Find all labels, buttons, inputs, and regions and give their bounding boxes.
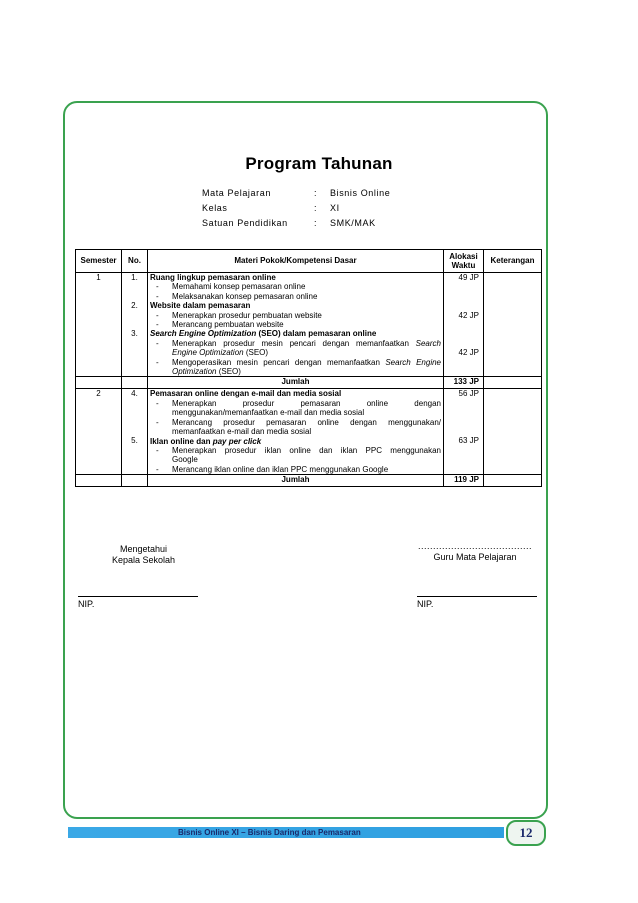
hours-value: 42 JP	[458, 310, 479, 320]
topic-title: Website dalam pemasaran	[150, 301, 251, 311]
semester-cell: 1	[76, 273, 122, 377]
header-keterangan: Keterangan	[484, 250, 542, 273]
hours-value: 56 JP	[458, 389, 479, 399]
sub-item	[150, 418, 441, 437]
empty-cell	[76, 475, 122, 487]
info-separator: :	[314, 203, 317, 213]
signature-right-line2: Guru Mata Pelajaran	[433, 552, 517, 562]
sub-text-part: menggunakan/memanfaatkan e-mail dan media sosial	[172, 408, 365, 418]
sub-text: Memahami konsep pemasaran online	[172, 282, 306, 292]
header-semester: Semester	[76, 250, 122, 273]
table-row-semester-2	[76, 389, 542, 475]
materi-cell	[148, 273, 444, 377]
dash: -	[156, 417, 159, 427]
nip-right	[417, 596, 537, 609]
info-separator: :	[314, 218, 317, 228]
info-row-school	[202, 216, 390, 231]
dash: -	[156, 464, 159, 474]
topic-title: Pemasaran online dengan e-mail dan media sosial	[150, 389, 342, 399]
topic-title-rest: (SEO) dalam pemasaran online	[256, 329, 377, 339]
alokasi-cell	[444, 273, 484, 377]
sub-text: Menerapkan prosedur pembuatan website	[172, 310, 322, 320]
hours-value: 63 JP	[458, 436, 479, 446]
table-header-row	[76, 250, 542, 273]
page-title: Program Tahunan	[245, 154, 393, 173]
sub-text-italic: Optimization	[172, 367, 217, 377]
subject-info	[202, 186, 390, 231]
sub-item	[150, 282, 441, 291]
table-row-total-semester-1	[76, 377, 542, 389]
topic-number: 4.	[131, 389, 138, 399]
empty-cell	[122, 475, 148, 487]
sub-text: Melaksanakan konsep pemasaran online	[172, 291, 318, 301]
sub-text-part: (SEO)	[243, 348, 269, 358]
info-value: SMK/MAK	[330, 218, 376, 228]
annual-program-table	[75, 249, 542, 487]
sub-text	[172, 339, 441, 358]
keterangan-cell	[484, 273, 542, 377]
dash: -	[156, 398, 159, 408]
sub-text-italic: Search Engine	[385, 357, 442, 367]
sub-text-italic: Engine Optimization	[172, 348, 244, 358]
sub-item	[150, 292, 441, 301]
header-alokasi	[444, 250, 484, 273]
sub-item	[150, 465, 441, 474]
sub-item	[150, 320, 441, 329]
number-cell	[122, 273, 148, 377]
info-label: Kelas	[202, 203, 228, 213]
header-alokasi-line1: Alokasi	[449, 251, 478, 261]
empty-cell	[76, 377, 122, 389]
nip-right-label: NIP.	[417, 599, 434, 609]
sub-item	[150, 311, 441, 320]
hours-value: 42 JP	[458, 348, 479, 358]
sub-text-part: Google	[172, 455, 198, 465]
empty-cell	[484, 377, 542, 389]
footer-text: Bisnis Online XI – Bisnis Daring dan Pemasaran	[178, 828, 361, 837]
empty-cell	[122, 377, 148, 389]
dash: -	[156, 320, 159, 330]
sub-text	[172, 418, 441, 437]
sub-text: Merancang iklan online dan iklan PPC menggunakan Google	[172, 464, 389, 474]
dash: -	[156, 338, 159, 348]
total-hours: 133 JP	[444, 377, 484, 389]
sub-item	[150, 399, 441, 418]
sub-text-part: (SEO)	[216, 367, 241, 377]
table-row-semester-1	[76, 273, 542, 377]
sub-text	[172, 358, 441, 377]
sub-text: Merancang pembuatan website	[172, 320, 284, 330]
header-materi: Materi Pokok/Kompetensi Dasar	[148, 250, 444, 273]
signature-line	[417, 596, 537, 597]
empty-cell	[484, 475, 542, 487]
signature-left-line2: Kepala Sekolah	[112, 555, 176, 565]
hours-value: 49 JP	[458, 273, 479, 282]
signature-dots: ......................................	[417, 541, 533, 551]
total-hours: 119 JP	[444, 475, 484, 487]
total-label: Jumlah	[148, 475, 444, 487]
sub-item	[150, 339, 441, 358]
topic-title-part: Iklan online dan	[150, 436, 213, 446]
sub-text-italic: Search	[415, 338, 441, 348]
dash: -	[156, 310, 159, 320]
sub-text-part: Menerapkan prosedur iklan online dan iklan PPC menggunakan	[172, 445, 441, 455]
info-label: Satuan Pendidikan	[202, 218, 288, 228]
topic-title-italic: Search Engine Optimization	[150, 329, 257, 339]
nip-left	[78, 596, 198, 609]
topic-number: 2.	[131, 301, 138, 311]
sub-text-part: Menerapkan prosedur pemasaran online dengan	[172, 398, 441, 408]
info-value: Bisnis Online	[330, 188, 391, 198]
sub-item	[150, 446, 441, 465]
info-value: XI	[330, 203, 340, 213]
topic-title	[150, 329, 441, 338]
topic-number: 3.	[131, 329, 138, 339]
semester-cell: 2	[76, 389, 122, 475]
page-number: 12	[506, 820, 546, 846]
nip-left-label: NIP.	[78, 599, 95, 609]
signature-left-line1: Mengetahui	[120, 544, 168, 554]
info-row-subject	[202, 186, 390, 201]
topic-number: 1.	[131, 273, 138, 282]
number-cell	[122, 389, 148, 475]
alokasi-cell	[444, 389, 484, 475]
sub-text	[172, 399, 441, 418]
sub-text-part: Mengoperasikan mesin pencari dengan memanfaatkan	[172, 357, 386, 367]
dash: -	[156, 282, 159, 292]
signature-line	[78, 596, 198, 597]
total-label: Jumlah	[148, 377, 444, 389]
header-alokasi-line2: Waktu	[451, 261, 476, 270]
topic-title: Ruang lingkup pemasaran online	[150, 273, 276, 282]
header-no: No.	[122, 250, 148, 273]
sub-text	[172, 446, 441, 465]
sub-item	[150, 358, 441, 377]
topic-title-italic: pay per click	[212, 436, 262, 446]
topic-number: 5.	[131, 436, 138, 446]
sub-text-part: memanfaatkan e-mail dan media sosial	[172, 427, 312, 437]
topic-title	[150, 437, 441, 446]
info-separator: :	[314, 188, 317, 198]
info-row-class	[202, 201, 390, 216]
signature-teacher	[416, 541, 534, 563]
info-label: Mata Pelajaran	[202, 188, 271, 198]
sub-text-part: Merancang prosedur pemasaran online dengan menggunakan/	[172, 417, 441, 427]
dash: -	[156, 357, 159, 367]
signature-principal	[112, 544, 175, 566]
dash: -	[156, 291, 159, 301]
materi-cell	[148, 389, 444, 475]
keterangan-cell	[484, 389, 542, 475]
dash: -	[156, 445, 159, 455]
table-row-total-semester-2	[76, 475, 542, 487]
sub-text-part: Menerapkan prosedur mesin pencari dengan memanfaatkan	[172, 338, 416, 348]
